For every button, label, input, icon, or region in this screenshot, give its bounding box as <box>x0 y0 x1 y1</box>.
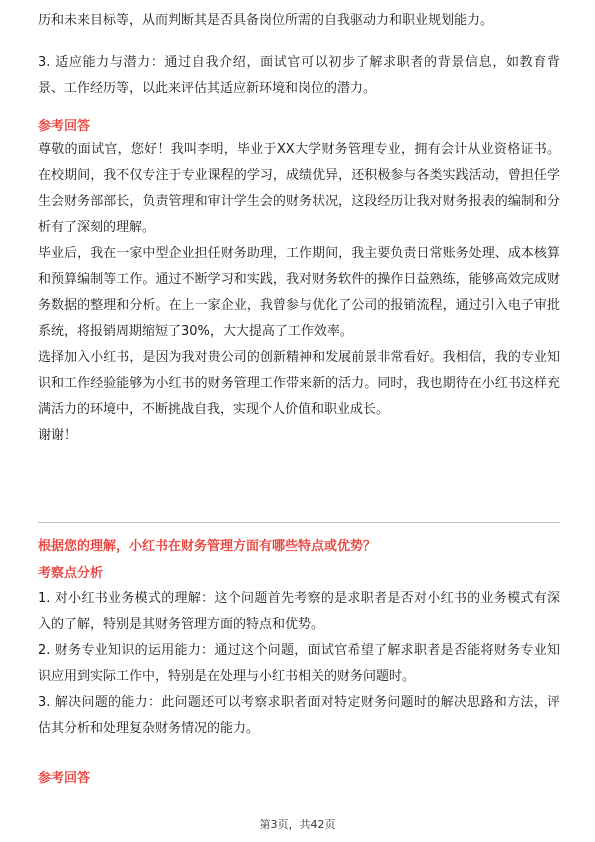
section-divider <box>38 522 560 523</box>
reference-answer-body <box>38 137 560 449</box>
analysis-item-business-model: 1. 对小红书业务模式的理解：这个问题首先考察的是求职者是否对小红书的业务模式有深入的了解，特别是其财务管理方面的特点和优势。 <box>38 591 560 632</box>
analysis-item-problem-solving: 3. 解决问题的能力：此问题还可以考察求职者面对特定财务问题时的解决思路和方法，评估其分析和处理复杂财务情况的能力。 <box>38 695 560 736</box>
item-3-adaptability: 3. 适应能力与潜力：通过自我介绍，面试官可以初步了解求职者的背景信息，如教育背景、工作经历等，以此来评估其适应新环境和岗位的潜力。 <box>38 55 560 96</box>
question-title: 根据您的理解，小红书在财务管理方面有哪些特点或优势？ <box>38 539 377 554</box>
analysis-list <box>38 586 560 742</box>
answer-paragraph-work: 毕业后，我在一家中型企业担任财务助理，工作期间，我主要负责日常账务处理、成本核算和预算编制等工作。通过不断学习和实践，我对财务软件的操作日益熟练，能够高效完成财务数据的整理和分析。在上一家企业，我曾参与优化了公司的报销流程，通过引入电子审批系统，将报销周期缩短了30%，大大提高了工作效率。 <box>38 246 560 339</box>
analysis-heading: 考察点分析 <box>38 566 104 581</box>
reference-answer-heading-2: 参考回答 <box>38 771 91 786</box>
page-number: 第3页，共42页 <box>259 818 336 831</box>
answer-paragraph-thanks: 谢谢！ <box>38 428 78 443</box>
continued-paragraph: 历和未来目标等，从而判断其是否具备岗位所需的自我驱动力和职业规划能力。 <box>38 13 494 28</box>
answer-paragraph-intro: 尊敬的面试官，您好！我叫李明，毕业于XX大学财务管理专业，拥有会计从业资格证书。在校期间，我不仅专注于专业课程的学习，成绩优异，还积极参与各类实践活动，曾担任学生会财务部部长，负责管理和审计学生会的财务状况，这段经历让我对财务报表的编制和分析有了深刻的理解。 <box>38 142 560 235</box>
answer-paragraph-motivation: 选择加入小红书，是因为我对贵公司的创新精神和发展前景非常看好。我相信，我的专业知识和工作经验能够为小红书的财务管理工作带来新的活力。同时，我也期待在小红书这样充满活力的环境中，不断挑战自我，实现个人价值和职业成长。 <box>38 350 560 417</box>
reference-answer-heading: 参考回答 <box>38 119 91 134</box>
analysis-item-finance-knowledge: 2. 财务专业知识的运用能力：通过这个问题，面试官希望了解求职者是否能将财务专业知识应用到实际工作中，特别是在处理与小红书相关的财务问题时。 <box>38 643 560 684</box>
